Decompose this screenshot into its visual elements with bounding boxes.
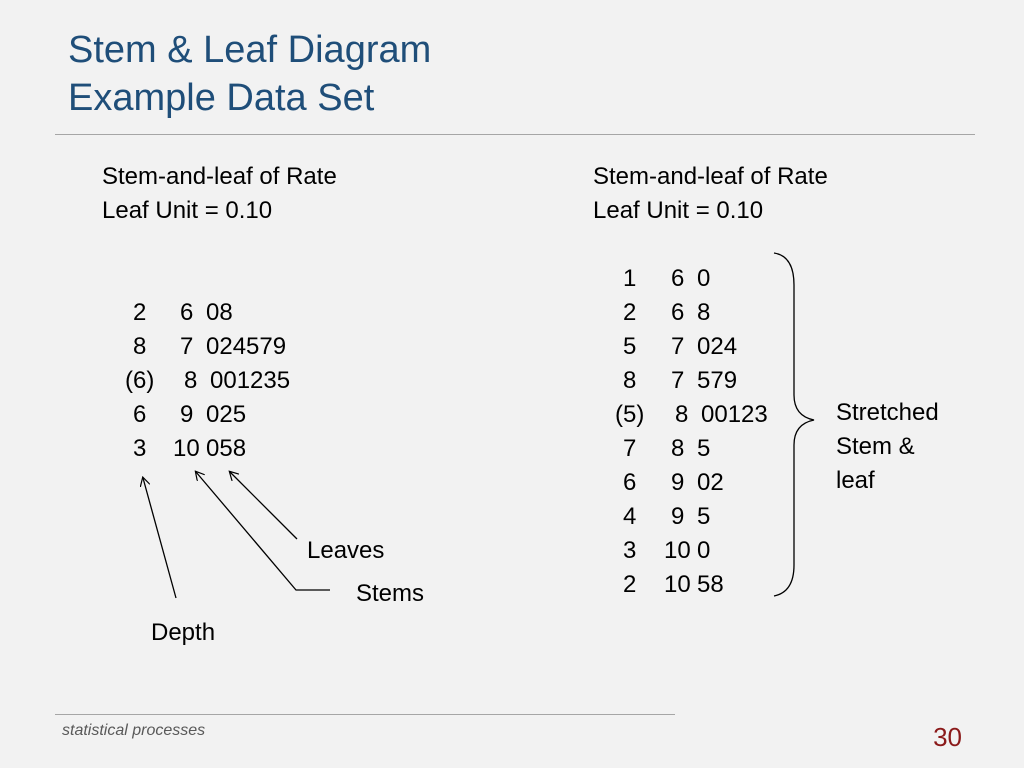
leaves-annotation: Leaves — [307, 537, 385, 564]
left-header-1: Stem-and-leaf of Rate — [102, 163, 337, 190]
depth-value: 3 — [133, 435, 147, 462]
depth-annotation: Depth — [151, 619, 216, 646]
leaves-value: 024 — [697, 333, 738, 360]
stretched-label — [836, 396, 939, 498]
leaves-value: 00123 — [701, 401, 768, 428]
leaves-value: 001235 — [210, 367, 291, 394]
title-divider — [55, 134, 975, 135]
right-header-2: Leaf Unit = 0.10 — [593, 197, 764, 224]
depth-value: 5 — [623, 333, 637, 360]
depth-value: 8 — [133, 333, 147, 360]
depth-value: 4 — [623, 503, 637, 530]
stem-value: 7 — [180, 333, 194, 360]
stem-value: 7 — [671, 333, 685, 360]
stem-value: 6 — [671, 299, 685, 326]
stretched-brace — [774, 253, 814, 596]
page-number: 30 — [933, 722, 962, 752]
leaves-value: 08 — [206, 299, 233, 326]
stem-value: 6 — [671, 265, 685, 292]
leaves-value: 02 — [697, 469, 724, 496]
stem-value: 8 — [671, 435, 685, 462]
stretched-label-line-3: leaf — [836, 467, 875, 494]
footer-text: statistical processes — [62, 722, 206, 739]
stem-value: 6 — [180, 299, 194, 326]
depth-value: 2 — [623, 299, 637, 326]
stems-annotation: Stems — [356, 580, 425, 607]
leaves-value: 5 — [697, 435, 711, 462]
stem-value: 8 — [675, 401, 689, 428]
stem-value: 9 — [671, 469, 685, 496]
leaves-value: 579 — [697, 367, 738, 394]
depth-value: 6 — [133, 401, 147, 428]
depth-value: 8 — [623, 367, 637, 394]
stems-arrow — [196, 472, 330, 590]
leaves-value: 058 — [206, 435, 247, 462]
leaves-value: 0 — [697, 265, 711, 292]
stem-value: 9 — [180, 401, 194, 428]
depth-value: 3 — [623, 537, 637, 564]
footer-divider — [55, 714, 675, 715]
depth-value: (5) — [615, 401, 645, 428]
right-header-1: Stem-and-leaf of Rate — [593, 163, 828, 190]
depth-value: 7 — [623, 435, 637, 462]
stem-value: 10 — [664, 537, 691, 564]
leaves-value: 0 — [697, 537, 711, 564]
leaves-value: 8 — [697, 299, 711, 326]
depth-value: 2 — [133, 299, 147, 326]
leaves-arrow — [230, 472, 297, 539]
stem-value: 10 — [173, 435, 200, 462]
leaves-value: 025 — [206, 401, 247, 428]
depth-value: 1 — [623, 265, 637, 292]
depth-arrow — [143, 478, 176, 598]
stem-value: 10 — [664, 571, 691, 598]
leaves-value: 5 — [697, 503, 711, 530]
depth-value: 2 — [623, 571, 637, 598]
depth-value: 6 — [623, 469, 637, 496]
leaves-value: 58 — [697, 571, 724, 598]
stem-value: 9 — [671, 503, 685, 530]
left-header-2: Leaf Unit = 0.10 — [102, 197, 273, 224]
stretched-label-line-1: Stretched — [836, 399, 939, 426]
stem-value: 7 — [671, 367, 685, 394]
leaves-value: 024579 — [206, 333, 287, 360]
stretched-label-line-2: Stem & — [836, 433, 915, 460]
stem-value: 8 — [184, 367, 198, 394]
slide-title — [68, 26, 431, 122]
title-line-2: Example Data Set — [68, 77, 375, 119]
title-line-1: Stem & Leaf Diagram — [68, 29, 432, 71]
depth-value: (6) — [125, 367, 155, 394]
